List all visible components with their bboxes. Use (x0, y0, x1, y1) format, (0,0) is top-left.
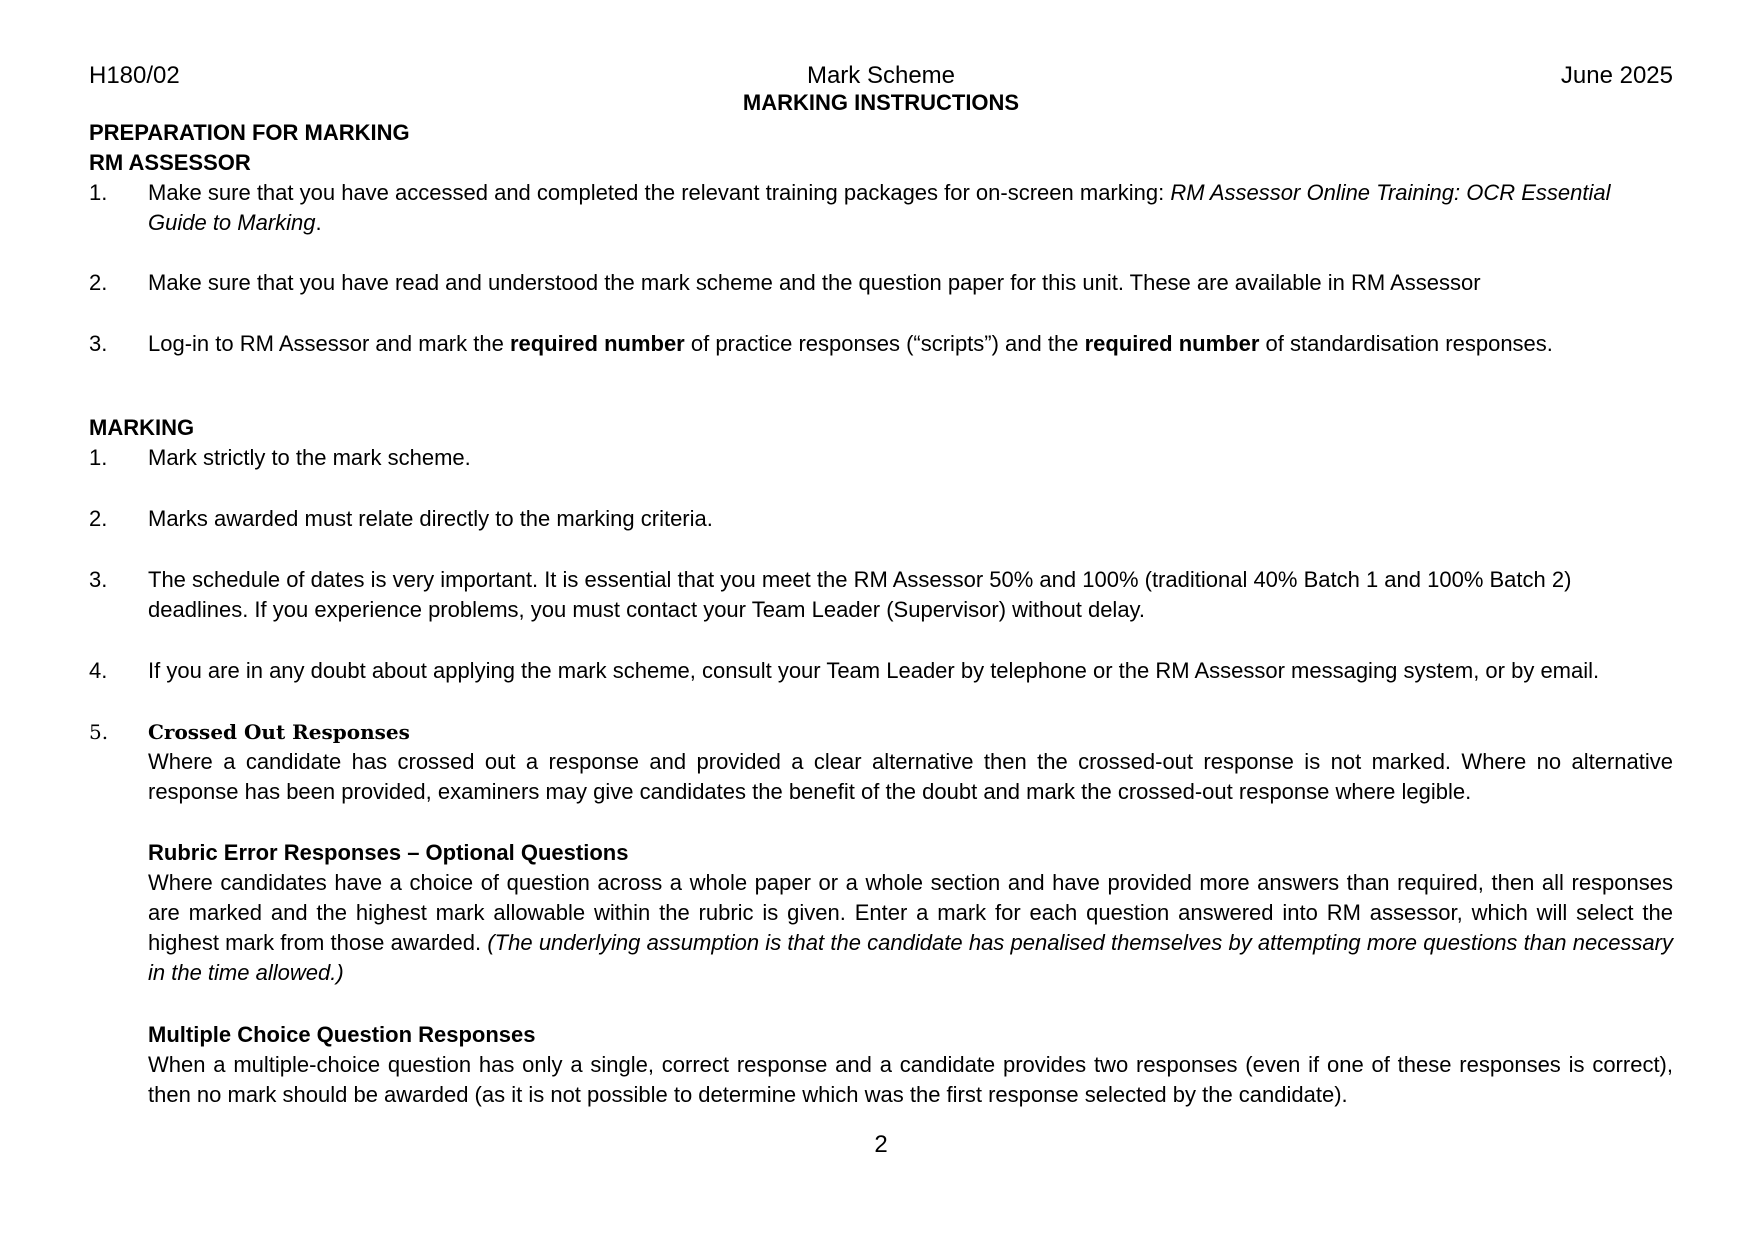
prep-item-1 (89, 178, 1673, 238)
section-heading-preparation: PREPARATION FOR MARKING (89, 120, 410, 145)
item-number: 3. (89, 331, 108, 356)
item-number: 3. (89, 567, 108, 592)
item-text-part: Make sure that you have accessed and completed the relevant training packages for on-screen marking: (148, 180, 1171, 205)
item-text-part: Log-in to RM Assessor and mark the (148, 331, 510, 356)
marking-item-4 (89, 656, 1673, 686)
item-body (148, 717, 1673, 807)
item-number: 5. (89, 720, 109, 744)
prep-item-3 (89, 329, 1673, 359)
section-subheading-rm-assessor: RM ASSESSOR (89, 150, 251, 175)
marking-item-3 (89, 565, 1673, 625)
rubric-text-part: Where candidates have a choice of question across a whole paper or a whole section and have provided more answers than required, then all responses are marked and the highest mark allowable within the rubric is given. Enter a mark for each question answered into RM assessor, which will select the highest mark from those awarded. (148, 870, 1673, 955)
mcq-section (148, 1020, 1673, 1110)
rubric-text (148, 868, 1673, 988)
item-heading-crossed-out: Crossed Out Responses (148, 720, 410, 744)
item-text: If you are in any doubt about applying the mark scheme, consult your Team Leader by telephone or the RM Assessor messaging system, or by email. (148, 658, 1600, 683)
item-text: Marks awarded must relate directly to the marking criteria. (148, 506, 713, 531)
marking-item-5 (89, 717, 1673, 807)
header-document-type: Mark Scheme (806, 62, 956, 89)
item-text (148, 178, 1673, 238)
item-number: 2. (89, 270, 108, 295)
header-session-date: June 2025 (1560, 62, 1673, 89)
rubric-heading: Rubric Error Responses – Optional Questions (148, 840, 629, 865)
item-text: Mark strictly to the mark scheme. (148, 445, 471, 470)
marking-item-2 (89, 504, 1673, 534)
item-text-bold: required number (1084, 331, 1260, 356)
mcq-heading: Multiple Choice Question Responses (148, 1022, 536, 1047)
item-text-part: of practice responses (“scripts”) and the (684, 331, 1085, 356)
prep-item-2 (89, 268, 1673, 298)
item-text (148, 329, 1673, 359)
item-text-bold: required number (509, 331, 685, 356)
section-heading-marking: MARKING (89, 415, 195, 440)
item-number: 1. (89, 180, 108, 205)
page-number: 2 (874, 1131, 888, 1158)
rubric-text-italic: (The underlying assumption is that the candidate has penalised themselves by attempting more questions than necessary in the time allowed.) (148, 930, 1673, 985)
item-text-part: of standardisation responses. (1259, 331, 1553, 356)
item-text: The schedule of dates is very important. It is essential that you meet the RM Assessor 50% and 100% (traditional 40% Batch 1 and 100% Batch 2) deadlines. If you experience problems, you must contact your Team Leader (Supervisor) without delay. (148, 567, 1572, 622)
item-number: 1. (89, 445, 108, 470)
item-text-italic: RM Assessor Online Training: OCR Essential Guide to Marking (148, 180, 1611, 235)
item-number: 4. (89, 658, 108, 683)
mcq-text: When a multiple-choice question has only a single, correct response and a candidate provides two responses (even if one of these responses is correct), then no mark should be awarded (as it is not possible to determine which was the first response selected by the candidate). (148, 1052, 1673, 1107)
header-paper-code: H180/02 (89, 62, 180, 89)
item-number: 2. (89, 506, 108, 531)
item-text-part: . (315, 210, 322, 235)
marking-item-1 (89, 443, 1673, 473)
rubric-section (148, 838, 1673, 988)
item-text: Where a candidate has crossed out a response and provided a clear alternative then the crossed-out response is not marked. Where no alternative response has been provided, examiners may give candidates the benefit of the doubt and mark the crossed-out response where legible. (148, 749, 1673, 804)
page-title: MARKING INSTRUCTIONS (742, 90, 1020, 115)
item-text: Make sure that you have read and understood the mark scheme and the question paper for this unit. These are available in RM Assessor (148, 270, 1481, 295)
